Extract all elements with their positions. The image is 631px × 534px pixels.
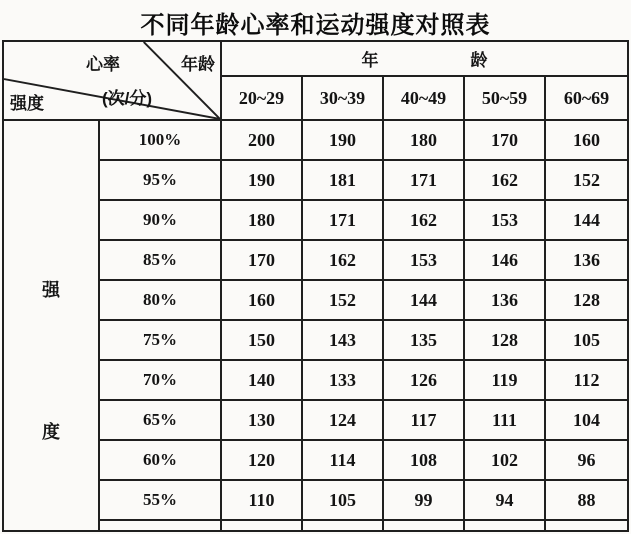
percent-cell: 85%	[100, 241, 222, 281]
clipped-row-cell	[303, 521, 384, 532]
percent-cell: 100%	[100, 121, 222, 161]
intensity-corner-label: 强度	[10, 94, 44, 113]
data-cell: 117	[384, 401, 465, 441]
data-cell: 160	[222, 281, 303, 321]
data-cell: 143	[303, 321, 384, 361]
data-cell: 136	[546, 241, 627, 281]
data-cell: 135	[384, 321, 465, 361]
percent-cell: 70%	[100, 361, 222, 401]
percent-cell: 90%	[100, 201, 222, 241]
heart-rate-label: 心率	[86, 55, 120, 74]
age-span-char: 年	[361, 51, 379, 70]
data-cell: 152	[546, 161, 627, 201]
data-cell: 111	[465, 401, 546, 441]
data-cell: 181	[303, 161, 384, 201]
data-cell: 124	[303, 401, 384, 441]
age-span-char: 龄	[470, 51, 488, 70]
clipped-row-cell	[384, 521, 465, 532]
diagonal-header-cell	[4, 42, 222, 121]
data-cell: 162	[384, 201, 465, 241]
data-cell: 108	[384, 441, 465, 481]
data-cell: 150	[222, 321, 303, 361]
clipped-row-cell	[222, 521, 303, 532]
percent-cell: 75%	[100, 321, 222, 361]
data-cell: 133	[303, 361, 384, 401]
percent-cell: 95%	[100, 161, 222, 201]
data-cell: 152	[303, 281, 384, 321]
data-cell: 162	[465, 161, 546, 201]
age-col-header: 20~29	[222, 77, 303, 121]
age-corner-label: 年龄	[181, 55, 215, 74]
data-cell: 171	[384, 161, 465, 201]
data-cell: 153	[384, 241, 465, 281]
data-cell: 170	[222, 241, 303, 281]
unit-label: (次/分)	[102, 89, 153, 108]
intensity-side-label	[4, 121, 100, 532]
clipped-row-cell	[100, 521, 222, 532]
data-cell: 112	[546, 361, 627, 401]
data-cell: 136	[465, 281, 546, 321]
age-col-header: 50~59	[465, 77, 546, 121]
data-cell: 153	[465, 201, 546, 241]
data-cell: 190	[303, 121, 384, 161]
clipped-row-cell	[546, 521, 627, 532]
data-cell: 144	[384, 281, 465, 321]
percent-cell: 80%	[100, 281, 222, 321]
data-cell: 162	[303, 241, 384, 281]
percent-cell: 55%	[100, 481, 222, 521]
data-cell: 104	[546, 401, 627, 441]
data-cell: 128	[465, 321, 546, 361]
data-cell: 126	[384, 361, 465, 401]
data-cell: 110	[222, 481, 303, 521]
data-cell: 120	[222, 441, 303, 481]
page-title: 不同年龄心率和运动强度对照表	[140, 12, 491, 39]
clipped-row-cell	[465, 521, 546, 532]
data-cell: 114	[303, 441, 384, 481]
age-span-header	[222, 42, 627, 77]
data-cell: 94	[465, 481, 546, 521]
data-cell: 128	[546, 281, 627, 321]
data-cell: 146	[465, 241, 546, 281]
data-cell: 130	[222, 401, 303, 441]
data-cell: 144	[546, 201, 627, 241]
data-cell: 105	[303, 481, 384, 521]
data-cell: 200	[222, 121, 303, 161]
data-cell: 171	[303, 201, 384, 241]
data-cell: 160	[546, 121, 627, 161]
data-cell: 119	[465, 361, 546, 401]
data-cell: 102	[465, 441, 546, 481]
data-cell: 105	[546, 321, 627, 361]
intensity-side-char: 强	[42, 279, 60, 300]
data-cell: 180	[384, 121, 465, 161]
data-cell: 99	[384, 481, 465, 521]
age-col-header: 30~39	[303, 77, 384, 121]
data-cell: 190	[222, 161, 303, 201]
data-cell: 96	[546, 441, 627, 481]
data-cell: 170	[465, 121, 546, 161]
comparison-table	[2, 40, 629, 532]
age-col-header: 40~49	[384, 77, 465, 121]
intensity-side-char: 度	[42, 421, 60, 442]
data-cell: 88	[546, 481, 627, 521]
data-cell: 140	[222, 361, 303, 401]
percent-cell: 60%	[100, 441, 222, 481]
data-cell: 180	[222, 201, 303, 241]
age-col-header: 60~69	[546, 77, 627, 121]
percent-cell: 65%	[100, 401, 222, 441]
